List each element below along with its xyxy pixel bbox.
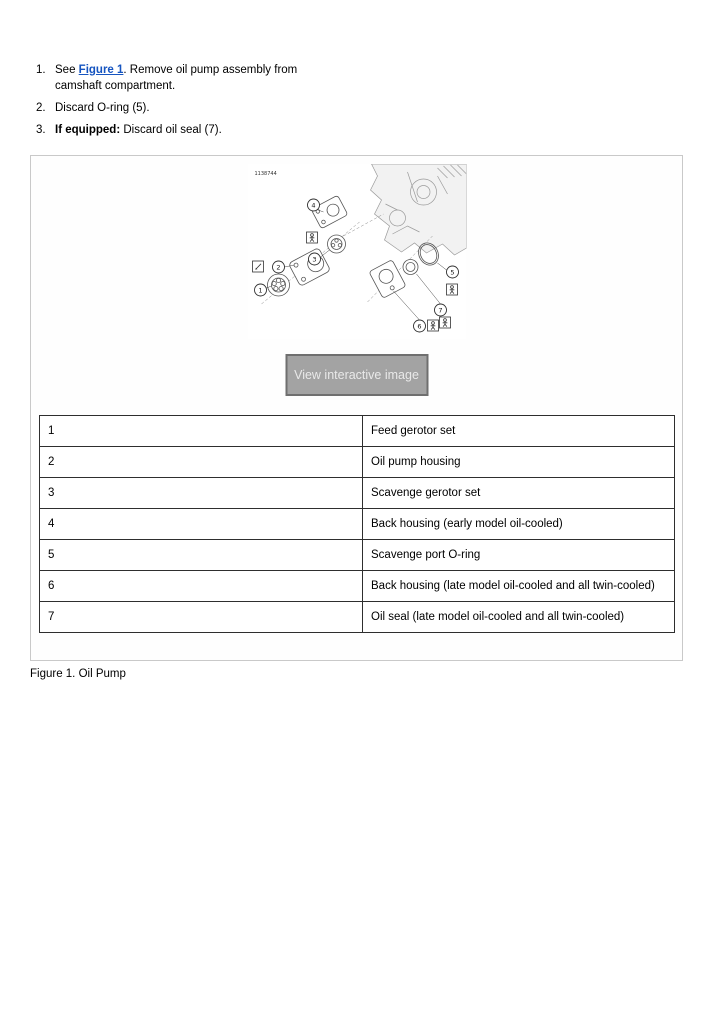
svg-text:6: 6 xyxy=(416,322,422,331)
part-number-cell: 4 xyxy=(40,509,363,540)
step-text: Discard O-ring (5). xyxy=(55,102,150,114)
part-number-cell: 2 xyxy=(40,447,363,478)
step-text-post: . Remove oil pump assembly from camshaft compartment. xyxy=(55,64,298,92)
step-item xyxy=(36,100,347,116)
step-text xyxy=(55,62,347,94)
callout-6 xyxy=(413,320,425,332)
svg-text:7: 7 xyxy=(437,306,443,315)
figure-panel xyxy=(30,155,683,661)
callout-7 xyxy=(434,304,446,316)
part-number-cell: 7 xyxy=(40,602,363,633)
figure-1-link[interactable]: Figure 1 xyxy=(78,64,124,76)
part-name-cell: Oil seal (late model oil-cooled and all twin-cooled) xyxy=(363,602,675,633)
callout-1 xyxy=(254,284,266,296)
part-name-cell: Scavenge gerotor set xyxy=(363,478,675,509)
table-row xyxy=(40,416,675,447)
table-row xyxy=(40,478,675,509)
oil-pump-diagram xyxy=(247,164,466,339)
part-number-cell: 6 xyxy=(40,571,363,602)
callout-3 xyxy=(308,253,320,265)
step-text-rest: Discard oil seal (7). xyxy=(120,124,222,136)
svg-text:1: 1 xyxy=(257,286,263,295)
parts-table xyxy=(39,415,675,633)
diagram-image-id: 1138744 xyxy=(254,171,277,177)
figure-caption: Figure 1. Oil Pump xyxy=(30,668,126,680)
svg-text:4: 4 xyxy=(310,201,316,210)
view-interactive-image-button[interactable]: View interactive image xyxy=(285,354,428,396)
part-name-cell: Feed gerotor set xyxy=(363,416,675,447)
part-number-cell: 1 xyxy=(40,416,363,447)
pencil-note-icon xyxy=(252,261,263,272)
svg-text:5: 5 xyxy=(449,268,455,277)
step-item xyxy=(36,62,347,94)
step-text-pre: See xyxy=(55,64,79,76)
table-row xyxy=(40,571,675,602)
procedure-steps xyxy=(36,62,347,144)
service-note-icon xyxy=(439,317,450,328)
service-note-icon xyxy=(446,284,457,295)
step-text-emphasis: If equipped: xyxy=(55,124,121,136)
step-text xyxy=(55,122,222,138)
part-name-cell: Oil pump housing xyxy=(363,447,675,478)
step-number: 3. xyxy=(36,124,46,136)
step-number: 2. xyxy=(36,102,46,114)
part-number-cell: 3 xyxy=(40,478,363,509)
svg-text:2: 2 xyxy=(275,263,281,272)
part-number-cell: 5 xyxy=(40,540,363,571)
part-name-cell: Back housing (late model oil-cooled and all twin-cooled) xyxy=(363,571,675,602)
table-row xyxy=(40,540,675,571)
table-row xyxy=(40,602,675,633)
part-name-cell: Back housing (early model oil-cooled) xyxy=(363,509,675,540)
service-note-icon xyxy=(427,320,438,331)
callout-4 xyxy=(307,199,319,211)
svg-text:3: 3 xyxy=(311,255,317,264)
table-row xyxy=(40,447,675,478)
callout-2 xyxy=(272,261,284,273)
figure-image xyxy=(247,164,466,339)
part-name-cell: Scavenge port O-ring xyxy=(363,540,675,571)
table-row xyxy=(40,509,675,540)
service-note-icon xyxy=(306,232,317,243)
callout-5 xyxy=(446,266,458,278)
step-item xyxy=(36,122,347,138)
step-number: 1. xyxy=(36,64,46,76)
